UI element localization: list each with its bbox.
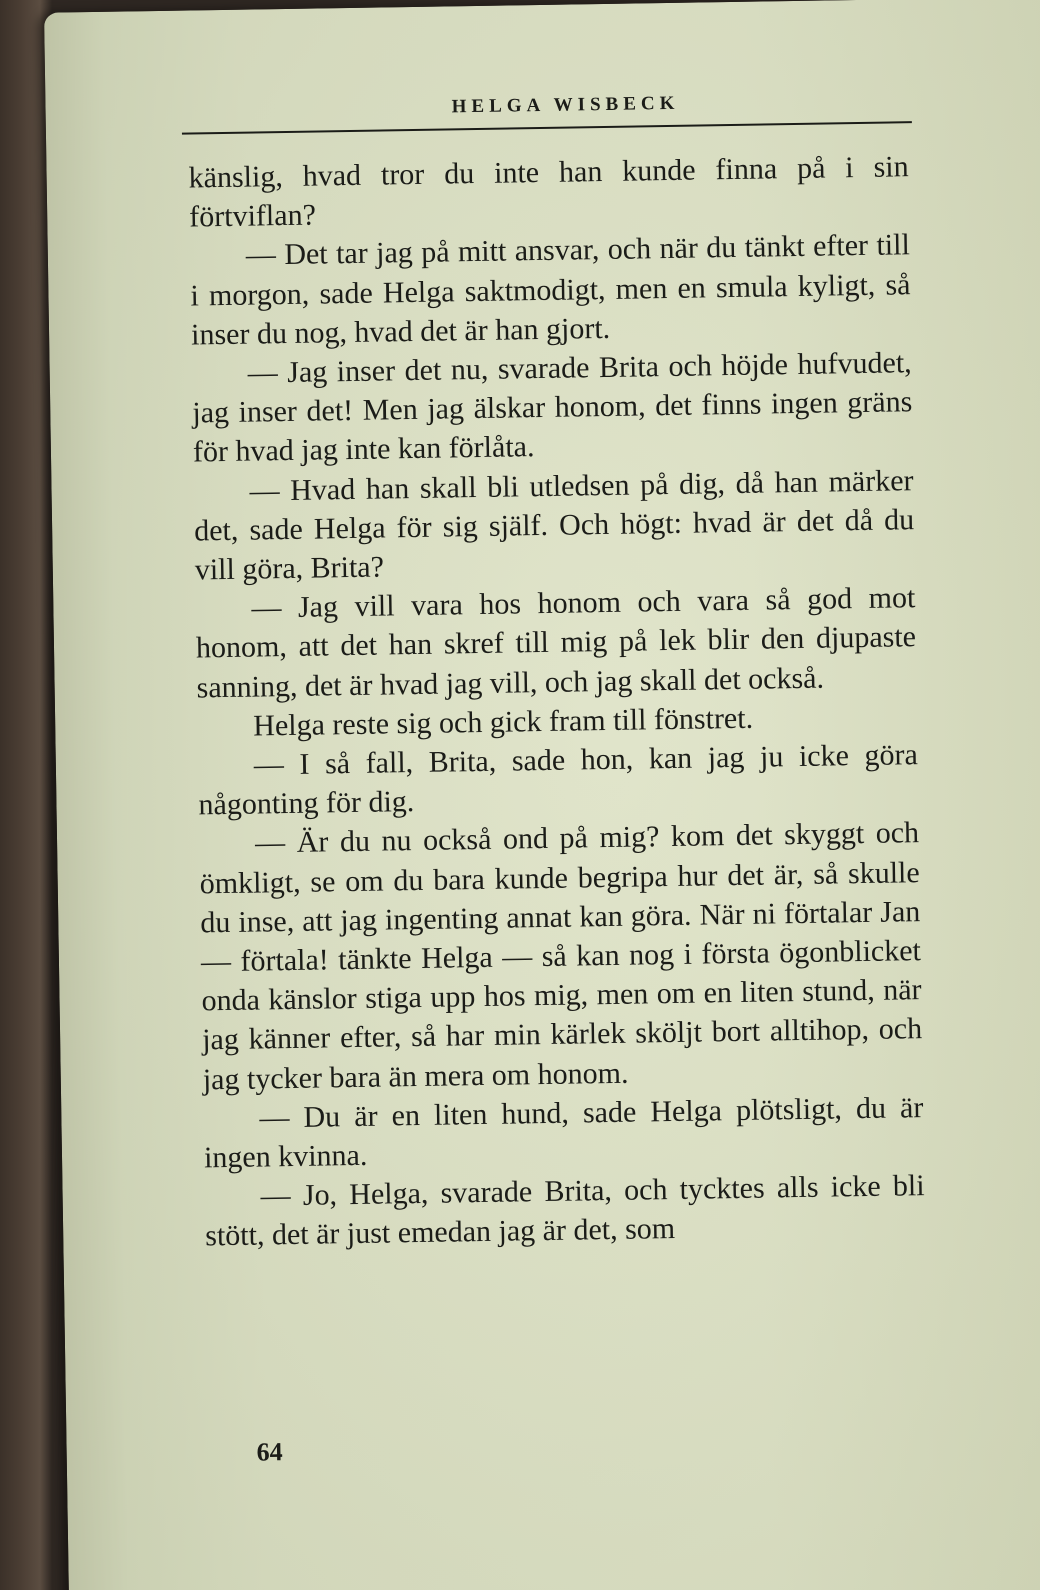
page-content [188,88,973,1255]
paragraph: — Är du nu också ond på mig? kom det skyggt och ömkligt, se om du bara kunde begripa hur det är, så skulle du inse, att jag ingenting annat kan göra. När ni förtalar Jan — förtala! tänkte Helga — så kan nog i första ögonblicket onda känslor stiga upp hos mig, men om en liten stund, när jag känner efter, så har min kärlek sköljt bort alltihop, och jag tycker bara än mera om honom. [199,816,923,1097]
paragraph: — Det tar jag på mitt ansvar, och när du tänkt efter till i morgon, sade Helga saktmodigt, men en smula kyligt, så inser du nog, hvad det är han gjort. [190,228,911,352]
paragraph: — Hvad han skall bli utledsen på dig, då han märker det, sade Helga för sig själf. Och högt: hvad är det då du vill göra, Brita? [193,463,915,587]
running-head: HELGA WISBECK [451,92,680,118]
page-number: 64 [256,1437,283,1467]
paragraph: — Du är en liten hund, sade Helga plötsligt, du är ingen kvinna. [203,1090,924,1175]
paragraph: Helga reste sig och gick fram till fönstret. [253,701,754,743]
body-text [188,147,925,1256]
book-page [44,0,1040,1590]
header-rule [182,121,912,134]
paragraph: — Jag inser det nu, svarade Brita och höjde hufvudet, jag inser det! Men jag älskar honom, det finns ingen gräns för hvad jag inte kan förlåta. [192,346,913,469]
paragraph: — Jo, Helga, svarade Brita, och tycktes alls icke bli stött, det är just emedan jag är det, som [205,1169,925,1253]
paragraph: känslig, hvad tror du inte han kunde finna på i sin förtviflan? [188,150,909,234]
paragraph: — Jag vill vara hos honom och vara så god mot honom, att det han skref till mig på lek blir den djupaste sanning, det är hvad jag vill, och jag skall det också. [195,581,917,705]
paragraph: — I så fall, Brita, sade hon, kan jag ju icke göra någonting för dig. [198,738,919,822]
